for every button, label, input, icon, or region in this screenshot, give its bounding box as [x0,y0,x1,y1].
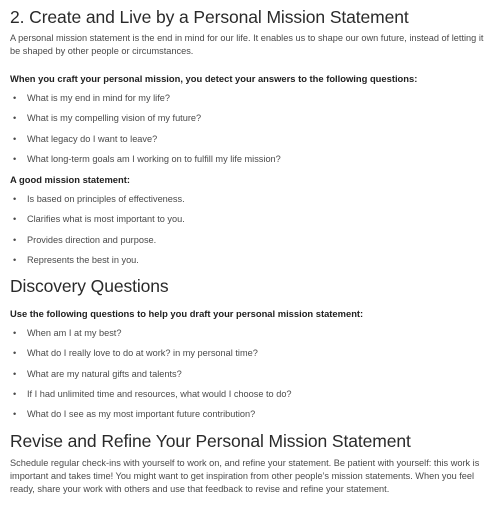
section-title-revise-refine: Revise and Refine Your Personal Mission Statement [10,431,411,452]
list-item: • If I had unlimited time and resources, what would I choose to do? [13,388,292,399]
list-item: • What do I see as my most important future contribution? [13,409,256,420]
list-item: • What long-term goals am I working on to fulfill my life mission? [13,153,281,164]
list-item: • What are my natural gifts and talents? [13,368,182,379]
discovery-lead-text: Use the following questions to help you draft your personal mission statement: [10,308,364,320]
list-item: • Provides direction and purpose. [13,234,157,245]
bullet-icon: • [13,368,17,379]
bullet-icon: • [13,348,17,359]
discovery-questions-list [10,327,490,421]
section-intro-paragraph: A personal mission statement is the end in mind for our life. It enables us to shape our own future, instead of letting it be shaped by other people or circumstances. [10,33,484,56]
bullet-icon: • [13,194,17,205]
section-title-mission-statement: 2. Create and Live by a Personal Mission Statement [10,7,409,27]
good-statement-list [10,193,490,267]
questions-lead-text: When you craft your personal mission, you detect your answers to the following questions: [10,73,418,84]
bullet-icon: • [13,255,17,266]
mission-questions-list [10,92,490,166]
section-title-discovery-questions: Discovery Questions [10,276,169,297]
list-item: • When am I at my best? [13,328,122,339]
list-item: • Clarifies what is most important to you. [13,214,185,225]
bullet-icon: • [13,93,17,103]
bullet-icon: • [13,234,17,245]
list-item: • Represents the best in you. [13,255,139,266]
list-item: • What is my end in mind for my life? [13,93,170,103]
bullet-icon: • [13,133,17,144]
bullet-icon: • [13,113,17,124]
good-statement-lead-text: A good mission statement: [10,174,130,186]
bullet-icon: • [13,409,17,420]
bullet-icon: • [13,328,17,339]
bullet-icon: • [13,388,17,399]
list-item: • Is based on principles of effectiveness. [13,194,185,205]
list-item: • What do I really love to do at work? in my personal time? [13,348,258,359]
bullet-icon: • [13,214,17,225]
list-item: • What legacy do I want to leave? [13,133,158,144]
list-item: • What is my compelling vision of my future? [13,113,202,124]
revise-refine-paragraph: Schedule regular check-ins with yourself to work on, and refine your statement. Be patient with yourself: this work is important and takes time! You might want to get inspiration from other people’s mission statements. When you feel ready, share your work with others and use that feedback to revise and refine your statement. [10,458,480,495]
bullet-icon: • [13,153,17,164]
